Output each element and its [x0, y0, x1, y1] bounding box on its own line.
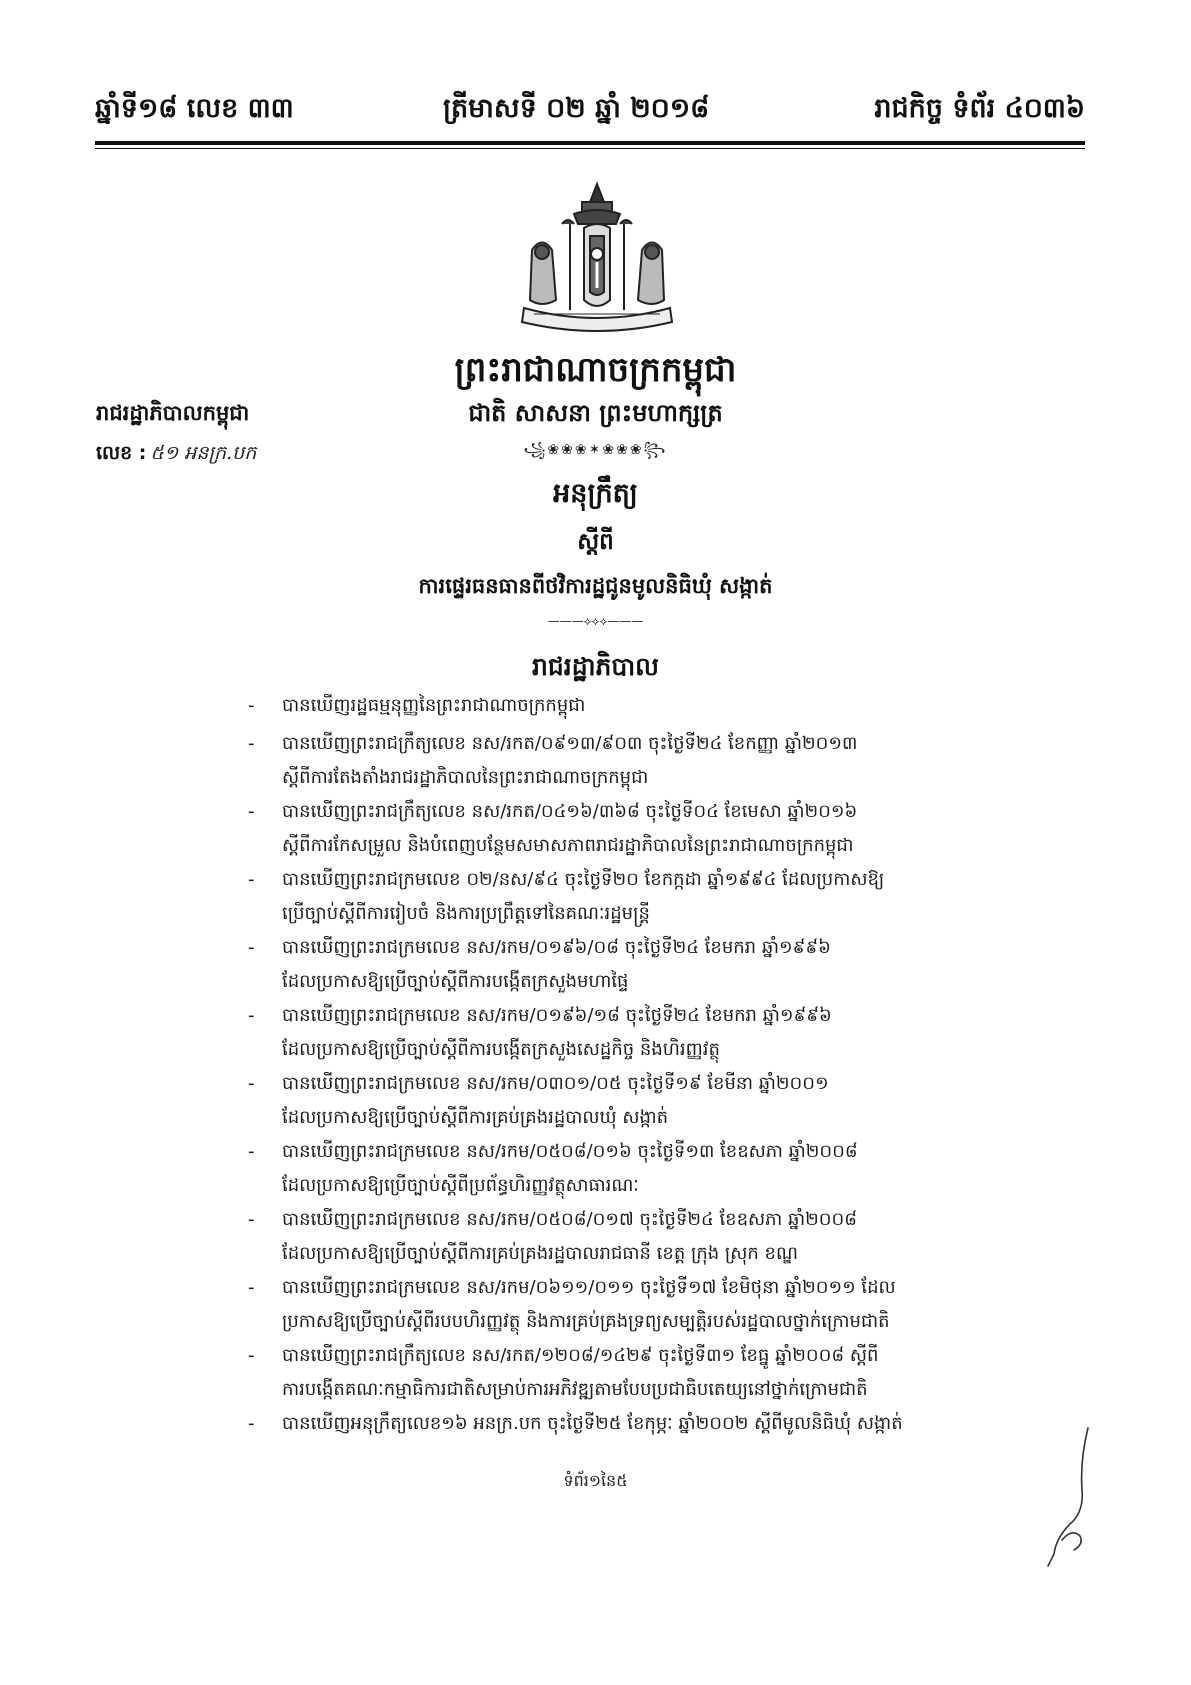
issuing-government: រាជរដ្ឋាភិបាលកម្ពុជា	[96, 400, 250, 425]
consideration-line: បានឃើញព្រះរាជក្រមលេខ នស/រកម/០៥០៨/០១៦ ចុះថ្ងៃទី១៣ ខែឧសភា ឆ្នាំ២០០៨	[282, 1141, 858, 1162]
header-issue: ឆ្នាំទី១៨ លេខ ៣៣	[95, 93, 294, 124]
header-rule-thin	[95, 148, 1085, 149]
motto-ornament: ꧁❀❀❀✶❀❀❀꧂	[523, 442, 668, 458]
document-subject: ការផ្ទេរធនធានពីថវិការដ្ឋជូនមូលនិធិឃុំ សង្កាត់	[418, 573, 773, 598]
consideration-line-cont: ប្រកាសឱ្យប្រើច្បាប់ស្ដីពីរបបហិរញ្ញវត្ថុ និងការគ្រប់គ្រងទ្រព្យសម្បត្តិរបស់រដ្ឋបាលថ្នាក់ក្រោមជាតិ	[282, 1311, 890, 1332]
list-bullet: -	[248, 1005, 255, 1026]
consideration-line-cont: ដែលប្រកាសឱ្យប្រើច្បាប់ស្ដីពីប្រព័ន្ធហិរញ្ញវត្ថុសាធារណៈ	[282, 1175, 639, 1196]
list-bullet: -	[248, 1277, 255, 1298]
consideration-line: បានឃើញអនុក្រឹត្យលេខ១៦ អនក្រ.បក ចុះថ្ងៃទី២៥ ខែកុម្ភៈ ឆ្នាំ២០០២ ស្ដីពីមូលនិធិឃុំ សង្កាត់	[282, 1413, 903, 1434]
consideration-line-cont: ដែលប្រកាសឱ្យប្រើច្បាប់ស្ដីពីការបង្កើតក្រសួងសេដ្ឋកិច្ច និងហិរញ្ញវត្ថុ	[282, 1039, 720, 1060]
consideration-line: បានឃើញព្រះរាជក្រមលេខ ០២/នស/៩៤ ចុះថ្ងៃទី២០ ខែកក្កដា ឆ្នាំ១៩៩៤ ដែលប្រកាសឱ្យ	[282, 869, 885, 890]
consideration-line-cont: ដែលប្រកាសឱ្យប្រើច្បាប់ស្ដីពីការគ្រប់គ្រងរដ្ឋបាលរាជធានី ខេត្ត ក្រុង ស្រុក ខណ្ឌ	[282, 1243, 798, 1264]
kingdom-title: ព្រះរាជាណាចក្រកម្ពុជា	[454, 350, 737, 390]
consideration-line-cont: ការបង្កើតគណៈកម្មាធិការជាតិសម្រាប់ការអភិវឌ្ឍតាមបែបប្រជាធិបតេយ្យនៅថ្នាក់ក្រោមជាតិ	[282, 1379, 868, 1400]
consideration-line: បានឃើញព្រះរាជក្រមលេខ នស/រកម/០១៩៦/១៨ ចុះថ្ងៃទី២៤ ខែមករា ឆ្នាំ១៩៩៦	[282, 1005, 832, 1026]
about-label: ស្ដីពី	[577, 528, 614, 555]
consideration-line: បានឃើញព្រះរាជក្រឹត្យលេខ នស/រកត/០៩១៣/៩០៣ ចុះថ្ងៃទី២៤ ខែកញ្ញា ឆ្នាំ២០១៣	[282, 733, 858, 754]
list-bullet: -	[248, 869, 255, 890]
document-type: អនុក្រឹត្យ	[553, 478, 638, 509]
consideration-line-cont: ដែលប្រកាសឱ្យប្រើច្បាប់ស្ដីពីការបង្កើតក្រសួងមហាផ្ទៃ	[282, 971, 629, 992]
list-bullet: -	[248, 1413, 255, 1434]
list-bullet: -	[248, 695, 255, 716]
header-quarter: ត្រីមាសទី ០២ ឆ្នាំ ២០១៨	[443, 93, 710, 124]
national-motto: ជាតិ សាសនា ព្រះមហាក្សត្រ	[468, 398, 723, 427]
document-number-label: លេខ :	[96, 442, 147, 464]
list-bullet: -	[248, 1141, 255, 1162]
list-bullet: -	[248, 1345, 255, 1366]
document-number-value: ៥១ អនក្រ.បក	[150, 442, 257, 464]
consideration-line: បានឃើញព្រះរាជក្រមលេខ នស/រកម/០៣០១/០៥ ចុះថ្ងៃទី១៩ ខែមីនា ឆ្នាំ២០០១	[282, 1073, 829, 1094]
consideration-line-cont: ស្ដីពីការតែងតាំងរាជរដ្ឋាភិបាលនៃព្រះរាជាណាចក្រកម្ពុជា	[282, 767, 649, 788]
consideration-line-cont: ដែលប្រកាសឱ្យប្រើច្បាប់ស្ដីពីការគ្រប់គ្រងរដ្ឋបាលឃុំ សង្កាត់	[282, 1107, 669, 1128]
list-bullet: -	[248, 733, 255, 754]
list-bullet: -	[248, 937, 255, 958]
header-rule	[95, 141, 1085, 145]
royal-emblem-icon	[512, 180, 682, 345]
divider-ornament: ———⟡⟡⟡———	[547, 614, 644, 628]
list-bullet: -	[248, 1209, 255, 1230]
list-bullet: -	[248, 801, 255, 822]
page-footer: ទំព័រ១នៃ៥	[563, 1471, 628, 1490]
header-page: រាជកិច្ច ទំព័រ ៤០៣៦	[874, 93, 1085, 124]
consideration-line: បានឃើញព្រះរាជក្រឹត្យលេខ នស/រកត/០៤១៦/៣៦៨ ចុះថ្ងៃទី០៤ ខែមេសា ឆ្នាំ២០១៦	[282, 801, 858, 822]
consideration-line-cont: ស្ដីពីការកែសម្រួល និងបំពេញបន្ថែមសមាសភាពរាជរដ្ឋាភិបាលនៃព្រះរាជាណាចក្រកម្ពុជា	[282, 835, 854, 856]
signature-mark	[1010, 1420, 1120, 1570]
list-bullet: -	[248, 1073, 255, 1094]
consideration-line: បានឃើញរដ្ឋធម្មនុញ្ញនៃព្រះរាជាណាចក្រកម្ពុជា	[282, 695, 586, 716]
consideration-line-cont: ប្រើច្បាប់ស្ដីពីការរៀបចំ និងការប្រព្រឹត្តទៅនៃគណៈរដ្ឋមន្ត្រី	[282, 903, 650, 924]
document-number	[96, 441, 256, 469]
consideration-line: បានឃើញព្រះរាជក្រឹត្យលេខ នស/រកត/១២០៨/១៤២៩ ចុះថ្ងៃទី៣១ ខែធ្នូ ឆ្នាំ២០០៨ ស្ដីពី	[282, 1345, 879, 1366]
issuer-heading: រាជរដ្ឋាភិបាល	[532, 652, 659, 681]
consideration-line: បានឃើញព្រះរាជក្រមលេខ នស/រកម/០១៩៦/០៨ ចុះថ្ងៃទី២៤ ខែមករា ឆ្នាំ១៩៩៦	[282, 937, 831, 958]
gazette-header	[95, 92, 1085, 132]
consideration-line: បានឃើញព្រះរាជក្រមលេខ នស/រកម/០៦១១/០១១ ចុះថ្ងៃទី១៧ ខែមិថុនា ឆ្នាំ២០១១ ដែល	[282, 1277, 896, 1298]
consideration-line: បានឃើញព្រះរាជក្រមលេខ នស/រកម/០៥០៨/០១៧ ចុះថ្ងៃទី២៤ ខែឧសភា ឆ្នាំ២០០៨	[282, 1209, 858, 1230]
